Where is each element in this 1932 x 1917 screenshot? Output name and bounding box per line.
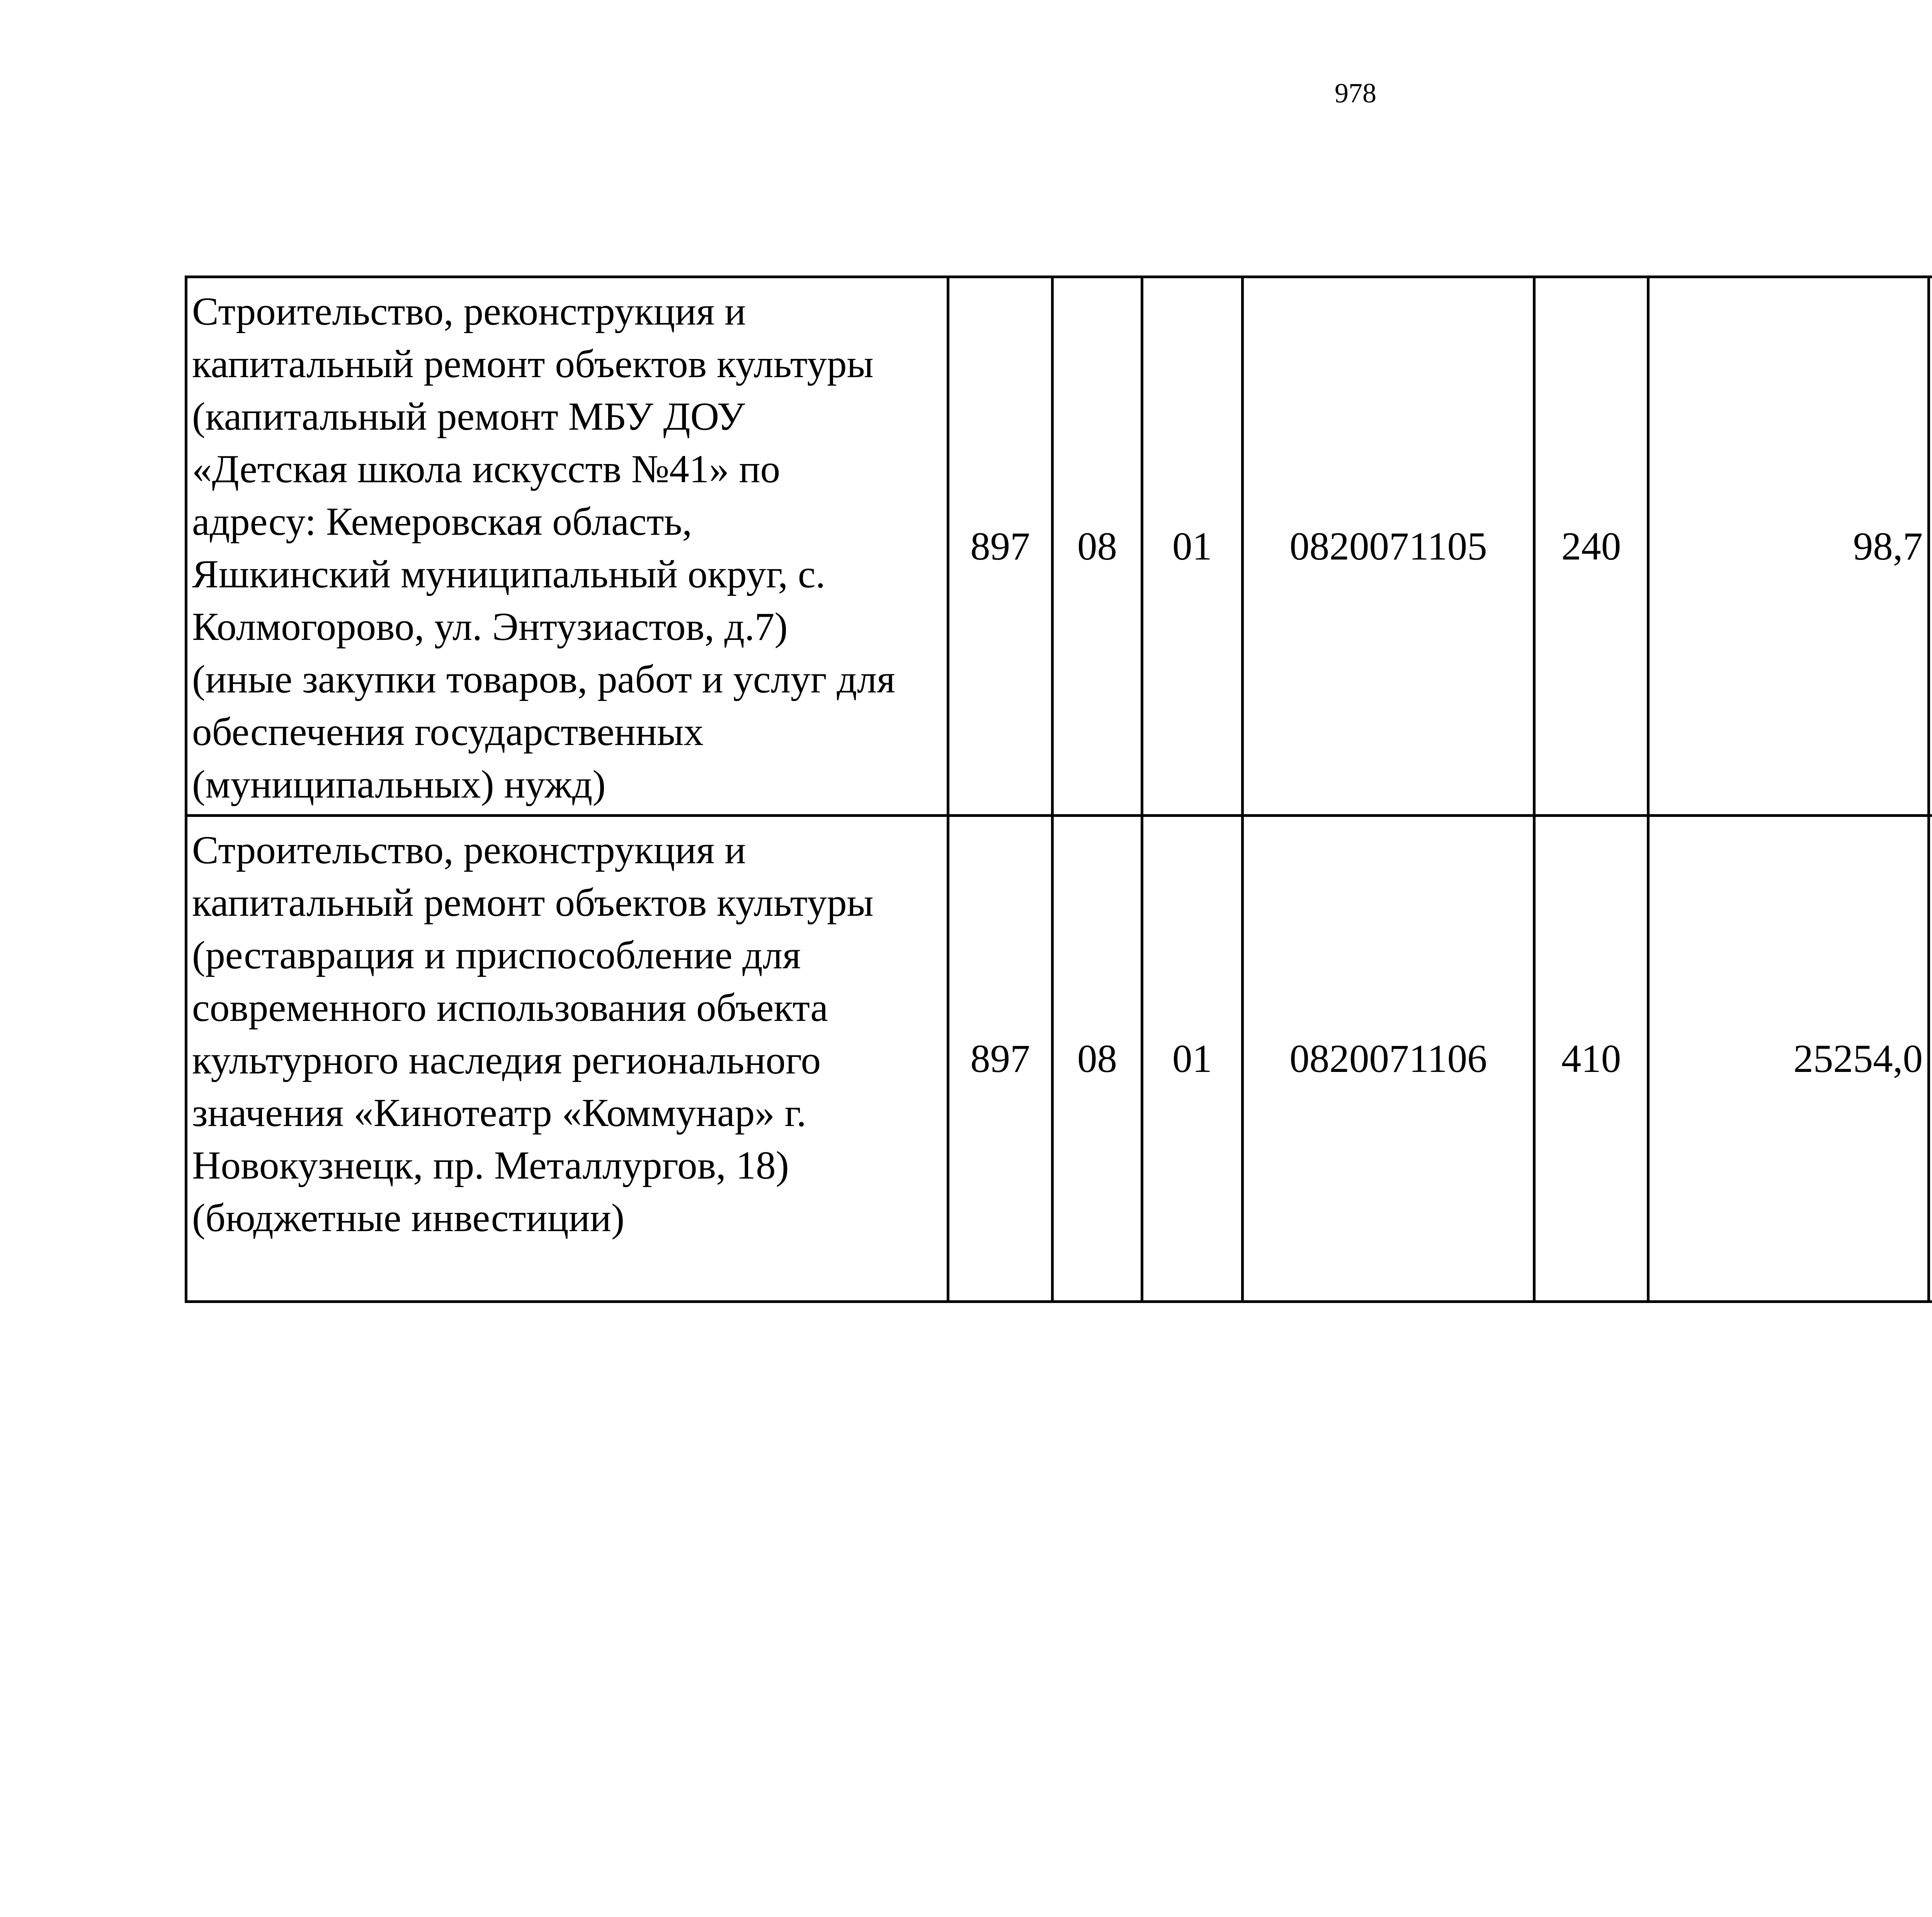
- expense-type-code: 240: [1534, 277, 1648, 816]
- amount-year-2: [1929, 277, 1932, 816]
- section-code: 08: [1053, 816, 1142, 1302]
- ministry-code: 897: [948, 816, 1053, 1302]
- section-code: 08: [1053, 277, 1142, 816]
- expense-type-code: 410: [1534, 816, 1648, 1302]
- amount-year-2: [1929, 816, 1932, 1302]
- amount-year-1: 98,7: [1648, 277, 1929, 816]
- page-number: 978: [1335, 78, 1376, 109]
- budget-table: [185, 276, 1932, 1303]
- table-row: [186, 816, 1932, 1302]
- target-article-code: 0820071106: [1243, 816, 1534, 1302]
- subsection-code: 01: [1142, 277, 1243, 816]
- item-name: Строительство, реконструкция и капитальный ремонт объектов культуры (капитальный ремонт МБУ ДОУ «Детская школа искусств №41» по адресу: Кемеровская область, Яшкинский муниципальный округ, с. Колмогорово, ул. Энтузиастов, д.7) (иные закупки товаров, работ и услуг для обеспечения государственных (муниципальных) нужд): [186, 277, 948, 816]
- amount-year-1: 25254,0: [1648, 816, 1929, 1302]
- table-row: [186, 277, 1932, 816]
- subsection-code: 01: [1142, 816, 1243, 1302]
- ministry-code: 897: [948, 277, 1053, 816]
- target-article-code: 0820071105: [1243, 277, 1534, 816]
- item-name: Строительство, реконструкция и капитальный ремонт объектов культуры (реставрация и приспособление для современного использования объекта культурного наследия регионального значения «Кинотеатр «Коммунар» г. Новокузнецк, пр. Металлургов, 18) (бюджетные инвестиции): [186, 816, 948, 1302]
